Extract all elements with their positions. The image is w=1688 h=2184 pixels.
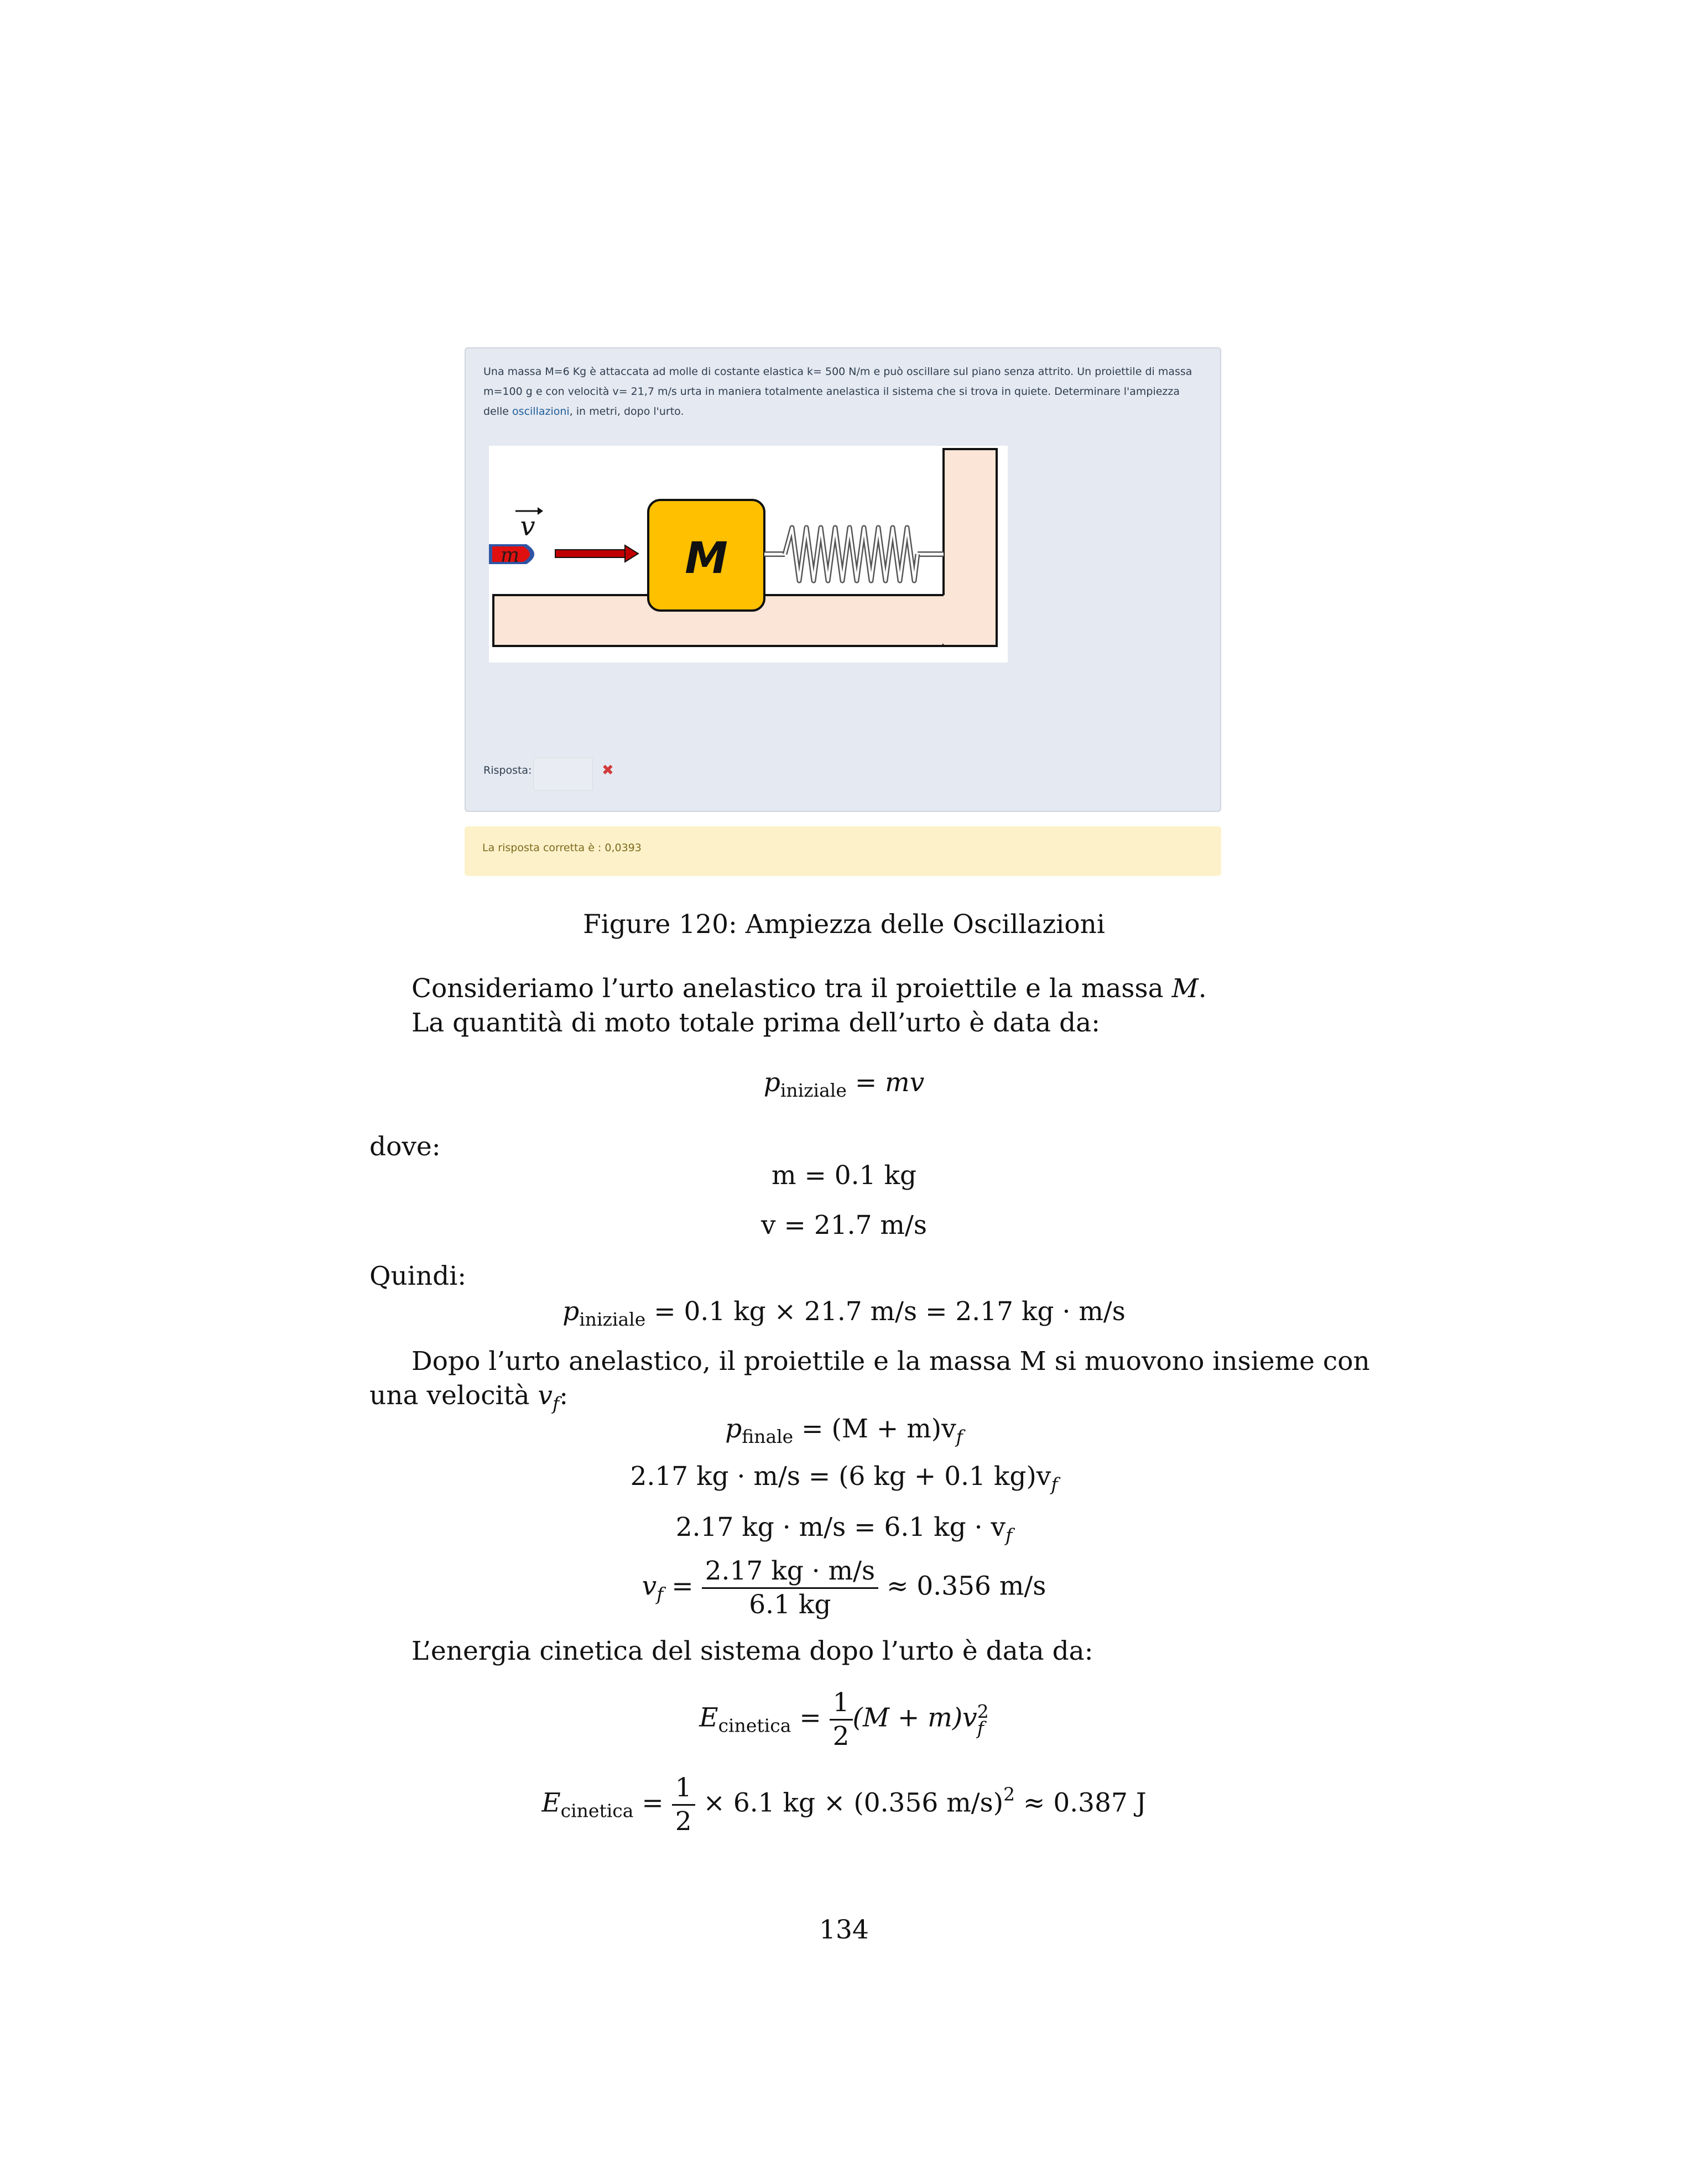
equation-vf: $v_f$ = $\frac{2.17 kg \cdot m/s}{6.1 kg}$ ≈ 0.356 m/s	[642, 1556, 1046, 1620]
incorrect-icon: ✖	[602, 762, 614, 779]
paragraph-4: L’energia cinetica del sistema dopo l’urto è data da:	[411, 1636, 1093, 1666]
velocity-label: v	[520, 511, 535, 542]
fraction-half: $\frac{1}{2}$	[830, 1687, 853, 1753]
paragraph-3-line-1: Dopo l’urto anelastico, il proiettile e la massa M si muovono insieme con	[411, 1346, 1370, 1377]
answer-input[interactable]	[533, 758, 593, 791]
paragraph-1: Consideriamo l’urto anelastico tra il proiettile e la massa M.	[411, 973, 1207, 1004]
wall-vertical	[944, 449, 997, 646]
mass-spring-diagram	[489, 446, 1008, 663]
equation-m: m = 0.1 kg	[771, 1160, 917, 1191]
question-text	[483, 362, 1197, 421]
equation-p-finale: $p_{finale} = (M + m)v_f$	[725, 1414, 963, 1447]
answer-label: Risposta:	[483, 764, 532, 776]
paragraph-3-line-2: una velocità $v_f$:	[369, 1380, 569, 1414]
question-text-main: Una massa M=6 Kg è attaccata ad molle di costante elastica k= 500 N/m e può oscillare sul piano senza attrito. Un proiettile di massa m=100 g e con velocità v= 21,7 m/s urta in maniera totalmente anelastica il sistema che si trova in quiete. Determinare l'ampiezza delle	[483, 366, 1192, 418]
velocity-arrow-head	[625, 545, 638, 562]
mass-label: M	[685, 534, 728, 583]
oscillazioni-link[interactable]: oscillazioni	[512, 405, 570, 418]
question-text-end: , in metri, dopo l'urto.	[569, 405, 684, 418]
feedback-text: La risposta corretta è : 0,0393	[482, 842, 642, 854]
page-number: 134	[819, 1915, 869, 1945]
problem-figure	[489, 446, 1008, 663]
equation-kinetic-energy-value: $E_{cinetica}$ = $\frac{1}{2}$ × 6.1 kg × (0.356 m/s)$^2$ ≈ 0.387 J	[541, 1773, 1147, 1837]
equation-momentum-balance: 2.17 kg · m/s = (6 kg + 0.1 $kg)v_f$	[630, 1461, 1058, 1495]
figure-caption: Figure 120: Ampiezza delle Oscillazioni	[583, 909, 1105, 940]
equation-p-iniziale: $p_{iniziale}$ = mv	[763, 1067, 925, 1101]
equation-v: v = 21.7 m/s	[761, 1210, 927, 1240]
projectile-label: m	[500, 544, 520, 567]
quindi-label: Quindi:	[369, 1261, 467, 1291]
fraction-half-2: $\frac{1}{2}$	[672, 1772, 695, 1838]
correct-answer-feedback	[465, 826, 1221, 876]
equation-momentum-simplified: 2.17 kg · m/s = 6.1 kg · $v_f$	[675, 1512, 1013, 1546]
equation-kinetic-energy: $E_{cinetica}$ = $\frac{1}{2}$ (M + m)v 2 f	[699, 1687, 989, 1752]
dove-label: dove:	[369, 1132, 441, 1162]
fraction-vf: $\frac{2.17 kg \cdot m/s}{6.1 kg}$	[702, 1555, 879, 1621]
velocity-arrow-shaft	[555, 550, 626, 557]
equation-p-iniziale-value: $p_{iniziale} = 0.1$ kg × 21.7 m/s = 2.17 kg · m/s	[562, 1296, 1126, 1330]
paragraph-2: La quantità di moto totale prima dell’urto è data da:	[411, 1008, 1101, 1038]
quiz-question-panel	[465, 347, 1221, 812]
